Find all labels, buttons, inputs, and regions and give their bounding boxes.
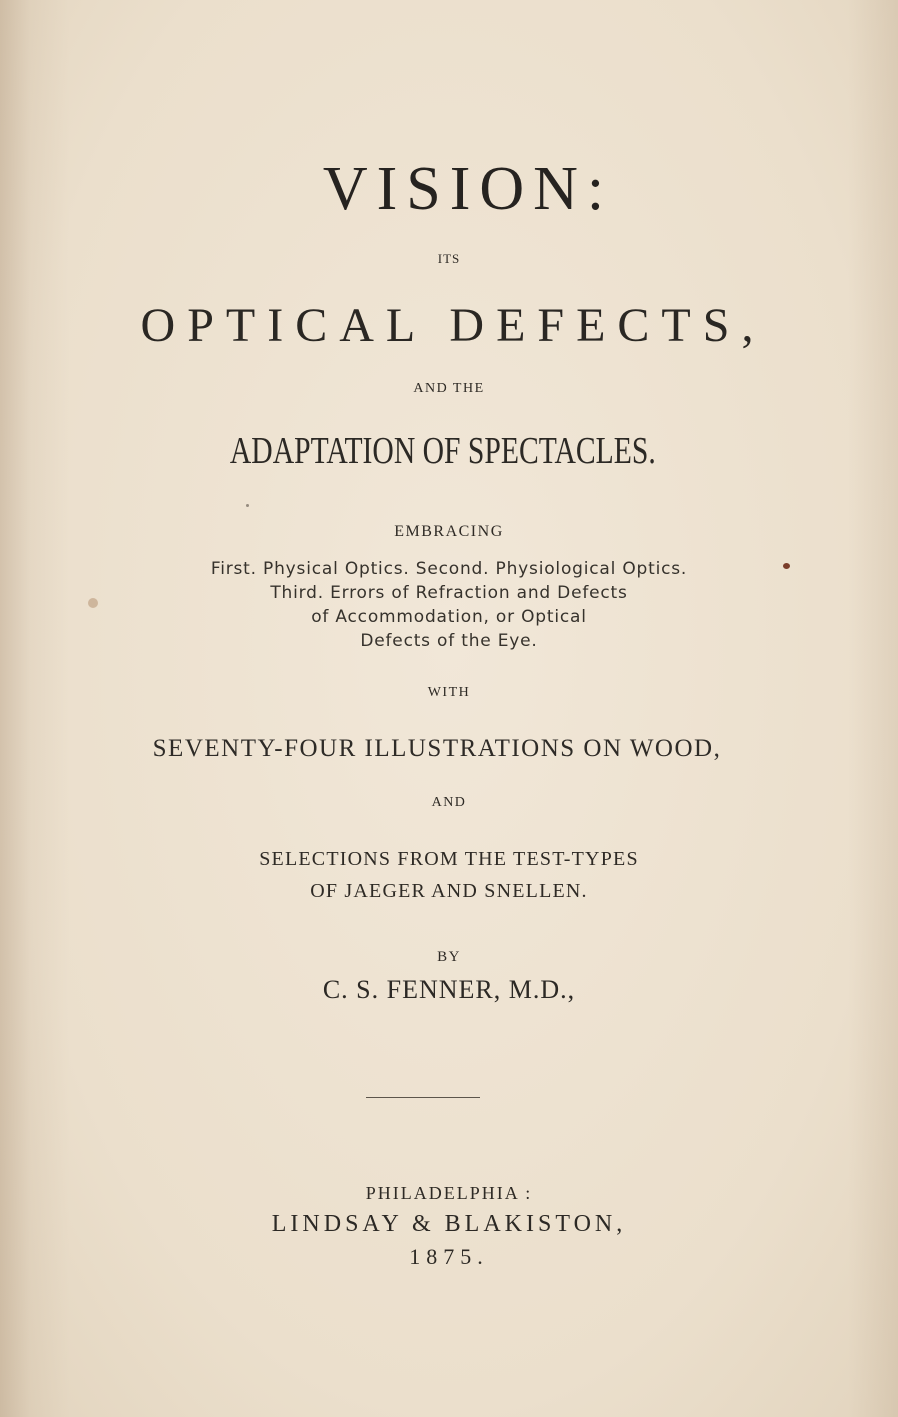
contents-line: of Accommodation, or Optical	[311, 607, 587, 627]
subtitle-optical-defects: OPTICAL DEFECTS,	[140, 299, 766, 352]
contents-line: Defects of the Eye.	[360, 631, 538, 651]
contents-summary	[0, 557, 898, 653]
book-title: VISION:	[322, 155, 614, 223]
contents-line: Third. Errors of Refraction and Defects	[270, 583, 628, 603]
publication-city: PHILADELPHIA :	[365, 1183, 533, 1203]
and-connector: AND	[431, 795, 467, 810]
contents-line: First. Physical Optics. Second. Physiological Optics.	[210, 559, 688, 579]
subtitle-adaptation: ADAPTATION OF SPECTACLES.	[229, 430, 656, 472]
and-the-connector: AND THE	[413, 381, 485, 396]
selections-line: OF JAEGER AND SNELLEN.	[310, 880, 588, 902]
paper-stain	[246, 504, 249, 507]
paper-stain	[783, 563, 790, 569]
its-connector: ITS	[437, 251, 461, 266]
by-label: BY	[437, 949, 461, 965]
divider-rule	[366, 1097, 480, 1098]
publisher-name: LINDSAY & BLAKISTON,	[271, 1211, 627, 1237]
illustrations-line: SEVENTY-FOUR ILLUSTRATIONS ON WOOD,	[152, 735, 722, 762]
selections-line: SELECTIONS FROM THE TEST-TYPES	[259, 848, 639, 870]
paper-stain	[88, 598, 98, 608]
selections-block	[0, 843, 898, 907]
embracing-label: EMBRACING	[394, 523, 504, 540]
publication-year: 1875.	[409, 1244, 489, 1269]
with-connector: WITH	[427, 685, 471, 700]
author-name: C. S. FENNER, M.D.,	[322, 975, 576, 1004]
